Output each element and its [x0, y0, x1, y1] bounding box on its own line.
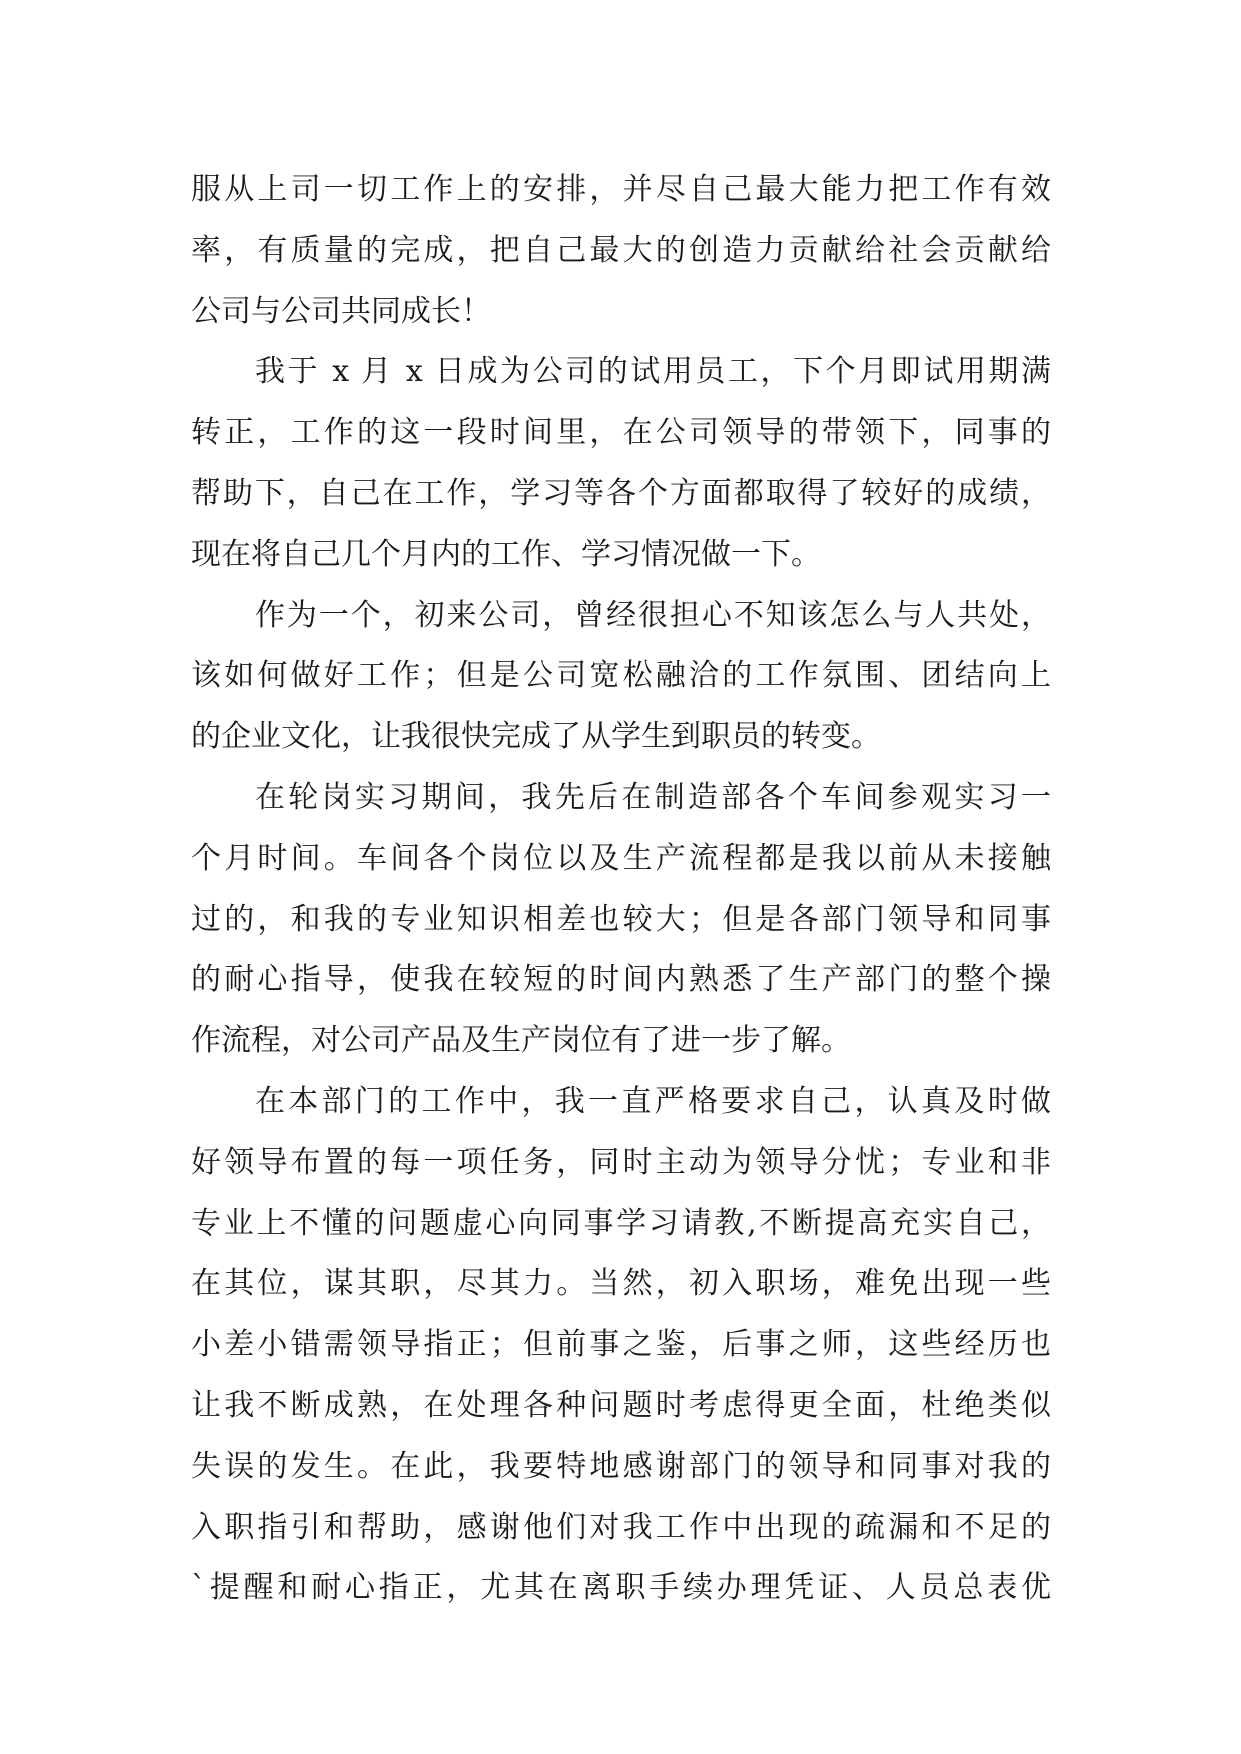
- text-line: 在轮岗实习期间，我先后在制造部各个车间参观实习一: [255, 779, 1051, 815]
- text-line: 公司与公司共同成长！: [191, 293, 491, 329]
- document-body: [191, 160, 1051, 1619]
- text-line: 在其位，谋其职，尽其力。当然，初入职场，难免出现一些: [191, 1266, 1051, 1302]
- text-line: 专业上不懂的问题虚心向同事学习请教,不断提高充实自己，: [191, 1205, 1051, 1241]
- text-line: 我于 x 月 x 日成为公司的试用员工，下个月即试用期满: [255, 354, 1051, 390]
- text-line: 帮助下，自己在工作，学习等各个方面都取得了较好的成绩，: [191, 475, 1051, 511]
- text-line: 失误的发生。在此，我要特地感谢部门的领导和同事对我的: [191, 1448, 1051, 1484]
- text-line: 现在将自己几个月内的工作、学习情况做一下。: [191, 536, 821, 572]
- text-line: 让我不断成熟，在处理各种问题时考虑得更全面，杜绝类似: [191, 1387, 1051, 1423]
- text-line: 个月时间。车间各个岗位以及生产流程都是我以前从未接触: [191, 840, 1051, 876]
- text-line: 过的，和我的专业知识相差也较大；但是各部门领导和同事: [191, 901, 1051, 937]
- text-line: 作为一个，初来公司，曾经很担心不知该怎么与人共处，: [255, 597, 1051, 633]
- text-line: `提醒和耐心指正，尤其在离职手续办理凭证、人员总表优: [191, 1570, 1051, 1606]
- text-line: 作流程，对公司产品及生产岗位有了进一步了解。: [191, 1023, 851, 1059]
- text-line: 的企业文化，让我很快完成了从学生到职员的转变。: [191, 719, 881, 755]
- text-line: 小差小错需领导指正；但前事之鉴，后事之师，这些经历也: [191, 1327, 1051, 1363]
- text-line: 入职指引和帮助，感谢他们对我工作中出现的疏漏和不足的: [191, 1509, 1051, 1545]
- text-line: 转正，工作的这一段时间里，在公司领导的带领下，同事的: [191, 415, 1051, 451]
- text-line: 在本部门的工作中，我一直严格要求自己，认真及时做: [255, 1083, 1051, 1119]
- text-line: 的耐心指导，使我在较短的时间内熟悉了生产部门的整个操: [191, 962, 1051, 998]
- text-line: 服从上司一切工作上的安排，并尽自己最大能力把工作有效: [191, 172, 1051, 207]
- text-line: 率，有质量的完成，把自己最大的创造力贡献给社会贡献给: [191, 232, 1051, 268]
- text-line: 该如何做好工作；但是公司宽松融洽的工作氛围、团结向上: [191, 658, 1051, 694]
- text-line: 好领导布置的每一项任务，同时主动为领导分忧；专业和非: [191, 1144, 1051, 1180]
